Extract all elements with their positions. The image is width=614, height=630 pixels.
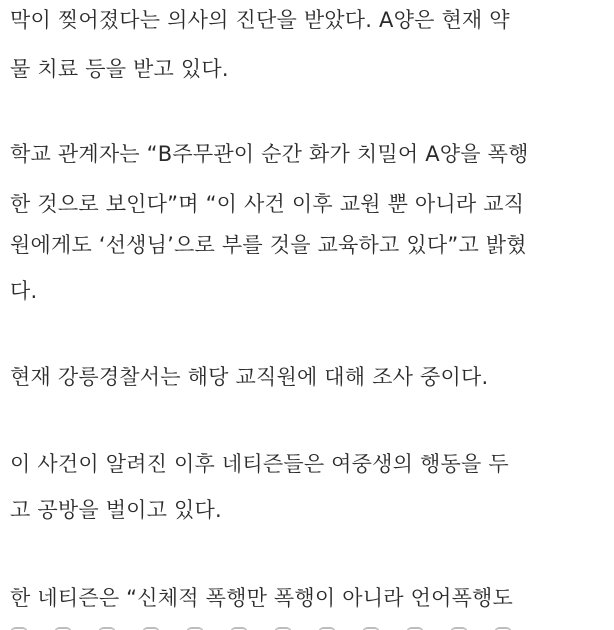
article-line: 원에게도 ‘선생님’으로 부를 것을 교육하고 있다”고 밝혔 — [10, 233, 527, 257]
article-line: 학교 관계자는 “B주무관이 순간 화가 치밀어 A양을 폭행 — [10, 142, 529, 166]
article-line: 고 공방을 벌이고 있다. — [10, 498, 222, 522]
article-line: 막이 찢어졌다는 의사의 진단을 받았다. A양은 현재 약 — [10, 8, 510, 32]
article-line: 현재 강릉경찰서는 해당 교직원에 대해 조사 중이다. — [10, 365, 489, 389]
article-line: 이 사건이 알려진 이후 네티즌들은 여중생의 행동을 두 — [10, 452, 509, 476]
article-line: 한 것으로 보인다”며 “이 사건 이후 교원 뿐 아니라 교직 — [10, 192, 525, 216]
article-line: 한 네티즌은 “신체적 폭행만 폭행이 아니라 언어폭행도 — [10, 586, 514, 610]
article-line: 다. — [10, 279, 38, 303]
cut-off-next-line — [10, 622, 570, 630]
article-line: 물 치료 등을 받고 있다. — [10, 57, 229, 81]
scrollbar[interactable] — [608, 0, 612, 630]
